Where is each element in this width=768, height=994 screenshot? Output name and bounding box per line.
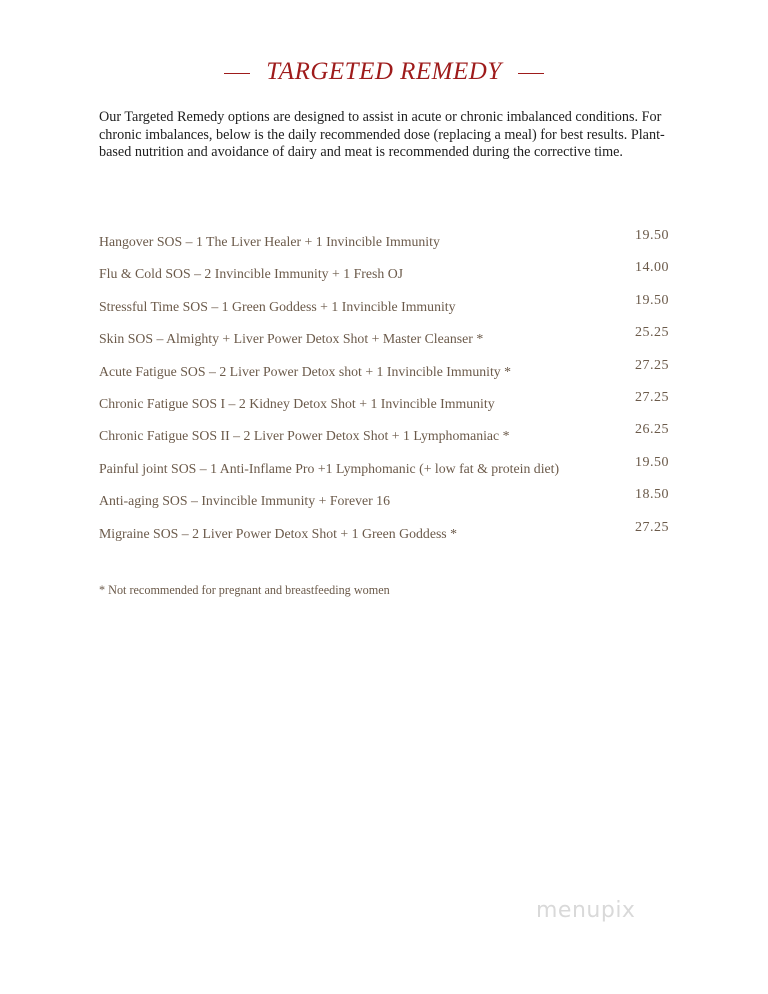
menu-item-name: Hangover SOS – 1 The Liver Healer + 1 Invincible Immunity xyxy=(99,234,440,249)
menu-item-price: 19.50 xyxy=(635,292,669,308)
menu-item-price: 19.50 xyxy=(635,454,669,470)
menu-item-price: 19.50 xyxy=(635,228,669,243)
menu-item-name: Skin SOS – Almighty + Liver Power Detox Shot + Master Cleanser * xyxy=(99,331,484,347)
menu-item xyxy=(99,390,669,422)
menu-item xyxy=(99,260,669,292)
title-left-rule xyxy=(224,73,250,75)
menu-item xyxy=(99,325,669,357)
menu-item-name: Painful joint SOS – 1 Anti-Inflame Pro +1 Lymphomanic (+ low fat & protein diet) xyxy=(99,460,560,476)
menu-item-name: Chronic Fatigue SOS I – 2 Kidney Detox Shot + 1 Invincible Immunity xyxy=(99,395,495,411)
menu-item-price: 18.50 xyxy=(635,487,669,503)
menu-item xyxy=(99,520,669,552)
footnote: * Not recommended for pregnant and breastfeeding women xyxy=(99,583,390,597)
menu-item xyxy=(99,455,669,487)
menu-item-price: 27.25 xyxy=(635,357,669,373)
menu-item-name: Stressful Time SOS – 1 Green Goddess + 1 Invincible Immunity xyxy=(99,298,456,314)
menu-item xyxy=(99,293,669,325)
menu-item-price: 27.25 xyxy=(635,519,669,535)
remedy-menu-list xyxy=(99,228,669,552)
menu-item-name: Acute Fatigue SOS – 2 Liver Power Detox shot + 1 Invincible Immunity * xyxy=(99,363,512,379)
menu-item-price: 25.25 xyxy=(635,325,669,341)
page-title: TARGETED REMEDY xyxy=(266,58,502,85)
menu-item xyxy=(99,422,669,454)
menu-item-name: Migraine SOS – 2 Liver Power Detox Shot + 1 Green Goddess * xyxy=(99,525,458,541)
menu-item xyxy=(99,487,669,519)
menu-item xyxy=(99,358,669,390)
menu-item-price: 14.00 xyxy=(635,260,669,276)
menu-item-price: 26.25 xyxy=(635,422,669,438)
title-right-rule xyxy=(518,73,544,75)
intro-paragraph: Our Targeted Remedy options are designed to assist in acute or chronic imbalanced conditions. For chronic imbalances, below is the daily recommended dose (replacing a meal) for best results. Plant-based nutrition and avoidance of dairy and meat is recommended during the corrective time. xyxy=(99,109,665,160)
menu-item-price: 27.25 xyxy=(635,389,669,405)
menu-item xyxy=(99,228,669,260)
menu-item-name: Anti-aging SOS – Invincible Immunity + Forever 16 xyxy=(99,493,390,509)
watermark-logo: menupix xyxy=(536,898,636,923)
menu-item-name: Chronic Fatigue SOS II – 2 Liver Power Detox Shot + 1 Lymphomaniac * xyxy=(99,428,510,444)
page-header xyxy=(0,58,768,86)
menu-item-name: Flu & Cold SOS – 2 Invincible Immunity + 1 Fresh OJ xyxy=(99,266,404,282)
